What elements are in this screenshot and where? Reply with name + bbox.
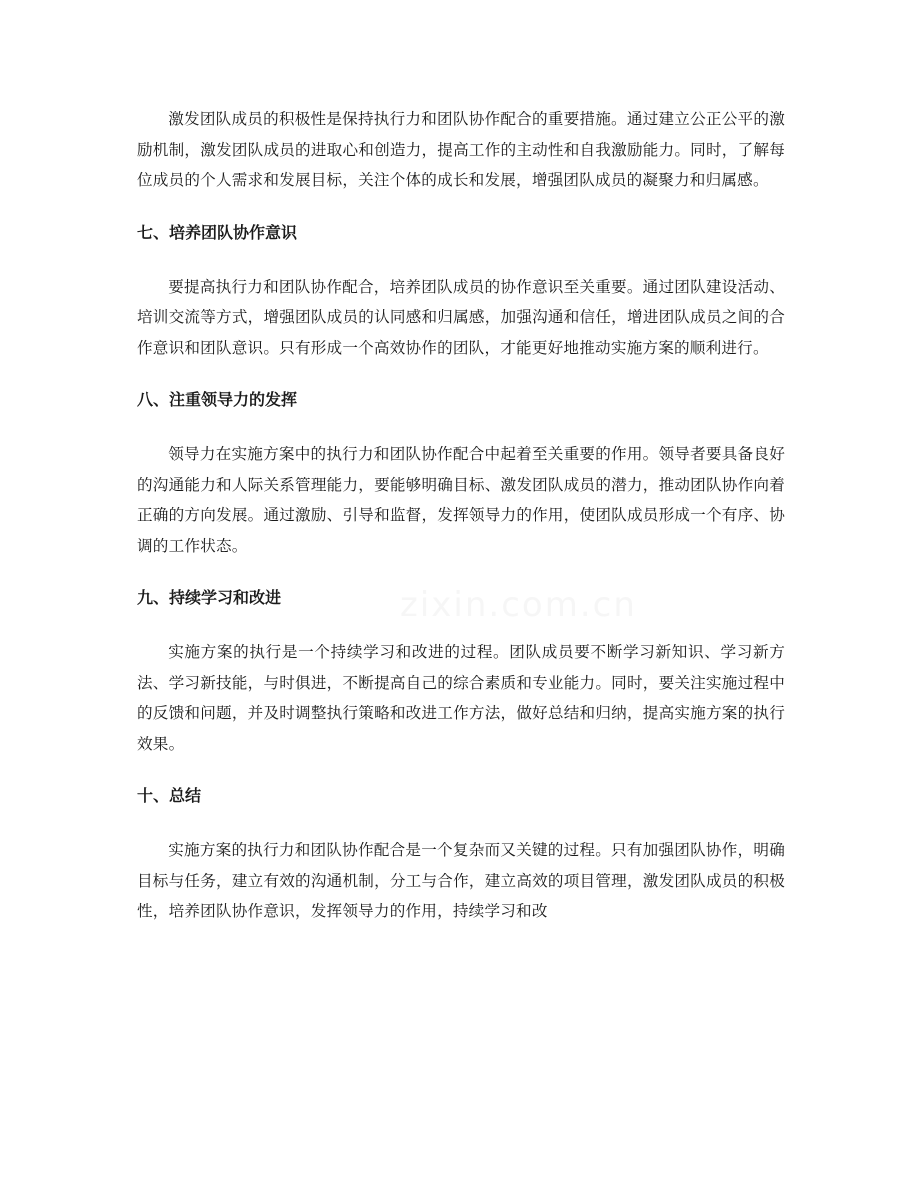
document-body (137, 104, 785, 927)
heading-section-9: 九、持续学习和改进 (137, 588, 282, 607)
paragraph-section-8: 领导力在实施方案中的执行力和团队协作配合中起着至关重要的作用。领导者要具备良好的沟通能力和人际关系管理能力，要能够明确目标、激发团队成员的潜力，推动团队协作向着正确的方向发展。通过激励、引导和监督，发挥领导力的作用，使团队成员形成一个有序、协调的工作状态。 (137, 445, 785, 555)
heading-section-8: 八、注重领导力的发挥 (137, 390, 298, 409)
paragraph-motivation: 激发团队成员的积极性是保持执行力和团队协作配合的重要措施。通过建立公正公平的激励机制，激发团队成员的进取心和创造力，提高工作的主动性和自我激励能力。同时，了解每位成员的个人需求和发展目标，关注个体的成长和发展，增强团队成员的凝聚力和归属感。 (137, 110, 785, 189)
heading-section-10: 十、总结 (137, 786, 202, 805)
watermark-text: zixin.com.cn (400, 585, 637, 625)
paragraph-section-10: 实施方案的执行力和团队协作配合是一个复杂而又关键的过程。只有加强团队协作，明确目标与任务，建立有效的沟通机制，分工与合作，建立高效的项目管理，激发团队成员的积极性，培养团队协作意识，发挥领导力的作用，持续学习和改 (137, 841, 785, 920)
paragraph-section-7: 要提高执行力和团队协作配合，培养团队成员的协作意识至关重要。通过团队建设活动、培训交流等方式，增强团队成员的认同感和归属感，加强沟通和信任，增进团队成员之间的合作意识和团队意识。只有形成一个高效协作的团队，才能更好地推动实施方案的顺利进行。 (137, 277, 785, 357)
paragraph-section-9: 实施方案的执行是一个持续学习和改进的过程。团队成员要不断学习新知识、学习新方法、学习新技能，与时俱进，不断提高自己的综合素质和专业能力。同时，要关注实施过程中的反馈和问题，并及时调整执行策略和改进工作方法，做好总结和归纳，提高实施方案的执行效果。 (137, 643, 785, 753)
heading-section-7: 七、培养团队协作意识 (137, 222, 298, 242)
